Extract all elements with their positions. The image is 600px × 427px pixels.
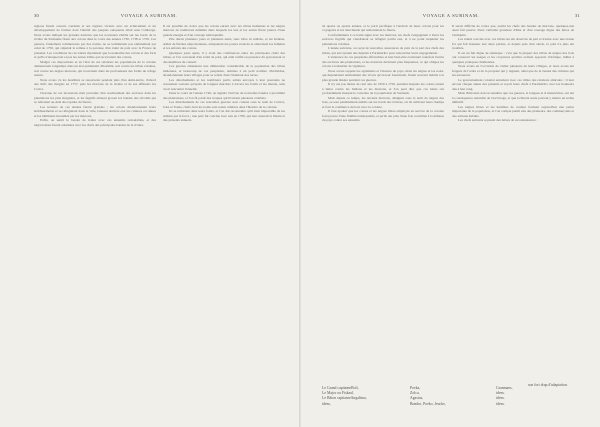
list-item	[322, 402, 562, 407]
paragraph: Il est un fait digne de remarque : c'est que la plupart des tribus de nègres des bois ont conservé les usages et les croyances qu'elles avaient apportés d'Afrique, mêlés à quelques pratiques chrétiennes.	[452, 50, 574, 64]
paragraph: Conformément à ce traité signé avec les marrons, les chefs s'engagèrent à livrer les esclaves fugitifs qui viendraient se réfugier parmi eux, et à ne point inquiéter les plantations voisines.	[322, 32, 444, 46]
paragraph: Les détachements et les nombreux partis armés envoyés à leur poursuite ne revenaient souvent qu'après de longues marches à travers les forêts et les marais, sans avoir rencontré l'ennemi.	[163, 77, 285, 91]
list-cell: Poeka,	[410, 386, 421, 390]
paragraph: Il faut ajouter que les colons et les nègres libres employés au service de la colonie font preuve d'une fidélité remarquable, et qu'ils ont plus d'une fois contribué à la défense du pays contre ses ennemis.	[322, 109, 444, 123]
paragraph: Les traités conclus avec ces tribus ont été observés de part et d'autre avec une bonne foi qui fait honneur aux deux parties, et depuis près d'un siècle, la paix n'a plus été troublée.	[452, 37, 574, 51]
list-cell: Zolca,	[410, 391, 420, 396]
running-head: VOYAGE A SURINAM.	[422, 13, 480, 18]
paragraph: Les détachements de ces nouvelles guerres sont connus sous le nom de Cottica, Joka et Toeka, chefs dont les noms sont restés célèbres dans l'histoire de la colonie.	[163, 100, 285, 109]
paragraph: Ces guerres amenèrent une diminution considérable de la population des tribus indiennes, et beaucoup de ces peuplades, réduites à un petit nombre d'individus, abandonnèrent leurs villages pour se retirer dans l'intérieur des terres.	[163, 64, 285, 78]
page-number: 31	[575, 13, 580, 18]
text-column-1	[322, 24, 444, 123]
left-page	[0, 0, 298, 427]
list-cell: Le Grand capitaineBoli,	[322, 386, 359, 390]
paragraph: Il serait difficile de croire que, parmi les chefs des bandes de marrons, quelques-uns aient fait preuve d'une véritable grandeur d'âme et d'un courage digne des héros de l'antiquité.	[452, 24, 574, 37]
list-cell: Le Bâton capitaineAngalima,	[322, 396, 367, 401]
closing-note: son fort drap d'adaptation.	[528, 383, 568, 387]
paragraph: Les terreurs de ces années furent grandes ; les colons abandonnaient leurs établissements et se réfugiaient dans la ville, laissant derrière eux les cultures en ruines et les bâtiments incendiés par les marrons.	[34, 104, 156, 118]
paragraph: Mais depuis ce temps, les anciens marrons, désignés sous le nom de nègres des bois, se sont paisiblement établis sur les bords des rivières, où ils cultivent leurs champs et font le commerce du bois avec la colonie.	[322, 95, 444, 109]
page-number: 30	[34, 13, 39, 18]
list-cell: Granmans,	[496, 386, 513, 390]
paragraph: régions furent ouverts conduits et ses régions vivants avec un achèvement et un développement de formes dont l'intérêt des peuples européens allait sans l'ombrage. Nous avons indiqué les grandes terrières que les nouveaux établis sur les bords de la rivière du Suriname firent aux colons dans le cours des années 1730, 1738 et 1750. Ces guerres, fatalement commencées par des traites, ne se terminèrent pas entièrement par celui de 1750, qui stipulait la remise à la paroisse d'un traité de paix avec la France de présents. Les conditions de ces traités stipulaient que la neutralité des colons et des forts et qu'ils n'attaqueront et pas les autres tribus qui recevraient des colons.	[34, 24, 156, 60]
list-cell: Agastus,	[410, 396, 424, 401]
paragraph: L'année suivante, on reçut de nouvelles assurances de paix de la part des chefs des tribus, qui envoyèrent des députés à Paramaribo pour renouveler leurs engagements.	[322, 46, 444, 55]
paragraph: Dans le cours de l'année 1749, on signala l'arrivée de nouvelles bandes à proximité des plantations, et l'on fit partir des troupes qui livrèrent plusieurs combats.	[163, 91, 285, 100]
paragraph: Elle durait plusieurs jours et plusieurs nuits, sans trêve ni relâche, et les Indiens, armés de flèches empoisonnées, attaquaient les postes avancés et enlevaient les femmes et les enfants des colons.	[163, 37, 285, 51]
paragraph: Il n'y eut pas moins de cent ans, de 1650 à 1750, pendant lesquels les colons eurent à lutter contre les Indiens et les marrons, et l'on peut dire que ces luttes ont profondément marqué le caractère de la population de Surinam.	[322, 82, 444, 96]
running-head: VOYAGE A SURINAM.	[120, 13, 178, 18]
chiefs-list	[322, 386, 562, 407]
right-page	[302, 0, 600, 427]
paragraph: Nous avons vu les hostilités se renouveler pendant plus d'un demi-siècle, d'abord des Juifs des Jungles en 1757, puis les marrons de la rivière et de ses affluents les Cotica.	[34, 77, 156, 91]
paragraph: Ils se retirèrent dans leurs forêts, et l'on dut reconnaître qu'il était impossible de les réduire par la force ; une paix fut conclue avec eux en 1760, qui leur assurait la liberté et des présents annuels.	[163, 109, 285, 123]
paragraph: de quatre ou quatre années, et le parti pacifique à l'endroit de leurs colons pour les voyageurs et les marchands qui remontaient le fleuve.	[322, 24, 444, 33]
book-spine	[299, 0, 301, 427]
paragraph: Nous avons eu l'occasion de visiter plusieurs de leurs villages, et nous avons été frappés de l'ordre et de la propreté qui y règnent, ainsi que de la beauté des cultures qui les entourent.	[452, 64, 574, 78]
paragraph: L'existence de ces peuplades affranchies et leur bien-être excitèrent toutefois l'envie des esclaves des plantations, et les évasions devinrent plus fréquentes, ce qui obligea les colons à redoubler de vigilance.	[322, 55, 444, 69]
paragraph: Quelques jours après, il y avait des conférences entre les principaux chefs des tribus, et l'on convenait d'un traité de paix, qui était ratifié en présence du gouverneur et des membres du conseil.	[163, 50, 285, 64]
list-cell: Le Major ou Fiskaal,	[322, 391, 354, 396]
paragraph: Nous avons rappelé les agréments et l'aisance du pays, mais les nègres et les noirs, qui dépendaient entièrement des vivres qu'on leur fournissait, furent souvent réduits à la plus grande misère pendant ces guerres.	[322, 68, 444, 82]
list-cell: idem.	[496, 401, 505, 406]
list-cell: idem.	[496, 396, 505, 401]
paragraph: Les nègres libres et les hommes de couleur forment aujourd'hui une partie importante de la population, et l'on compte parmi eux des planteurs, des commerçants et des artisans habiles.	[452, 104, 574, 118]
paragraph: Malgré ces dispositions et en l'état de ces relations les populations de la colonie demeurèrent longtemps dans un état permanent d'hostilité, soit contre les tribus voisines, soit contre les nègres marrons, qui trouvaient dans les profondeurs des forêts un refuge assuré.	[34, 59, 156, 78]
list-cell: idem.	[496, 391, 505, 396]
text-column-2	[163, 24, 285, 123]
paragraph: Chacune de ces incursions était précédée d'un soulèvement des esclaves dans les plantations les plus éloignées, et les fugitifs allaient grossir les bandes des révoltés qui se retiraient au-delà des rapides du fleuve.	[34, 91, 156, 105]
list-cell: idem,	[322, 401, 331, 406]
paragraph: Les chefs suivants reçurent des lettres de reconnaissance :	[458, 118, 538, 123]
paragraph: Il est possible de croire que les colons eurent avec les tribus indiennes et les nègres marrons de nombreux démêlés dans lesquels les uns et les autres firent preuve d'une grande énergie et d'un courage remarquable.	[163, 24, 285, 37]
paragraph: Enfin, on sentit le besoin de traiter avec ces ennemis redoutables, et des négociations furent entamées avec les chefs des principales bandes de la rivière.	[34, 118, 156, 127]
paragraph: Le gouvernement colonial entretient avec ces tribus des relations amicales ; il leur envoie chaque année des présents et reçoit leurs chefs à Paramaribo avec les honneurs dus à leur rang.	[452, 77, 574, 91]
text-column-2	[452, 24, 574, 123]
text-column-1	[34, 24, 156, 127]
list-cell: Bombo, Poeko, Jeucke,	[410, 401, 446, 406]
paragraph: Mais l'historien doit reconnaître que ces guerres, si longues et si meurtrières, ont été la conséquence naturelle de l'esclavage, et que la liberté seule pouvait y mettre un terme définitif.	[452, 91, 574, 105]
